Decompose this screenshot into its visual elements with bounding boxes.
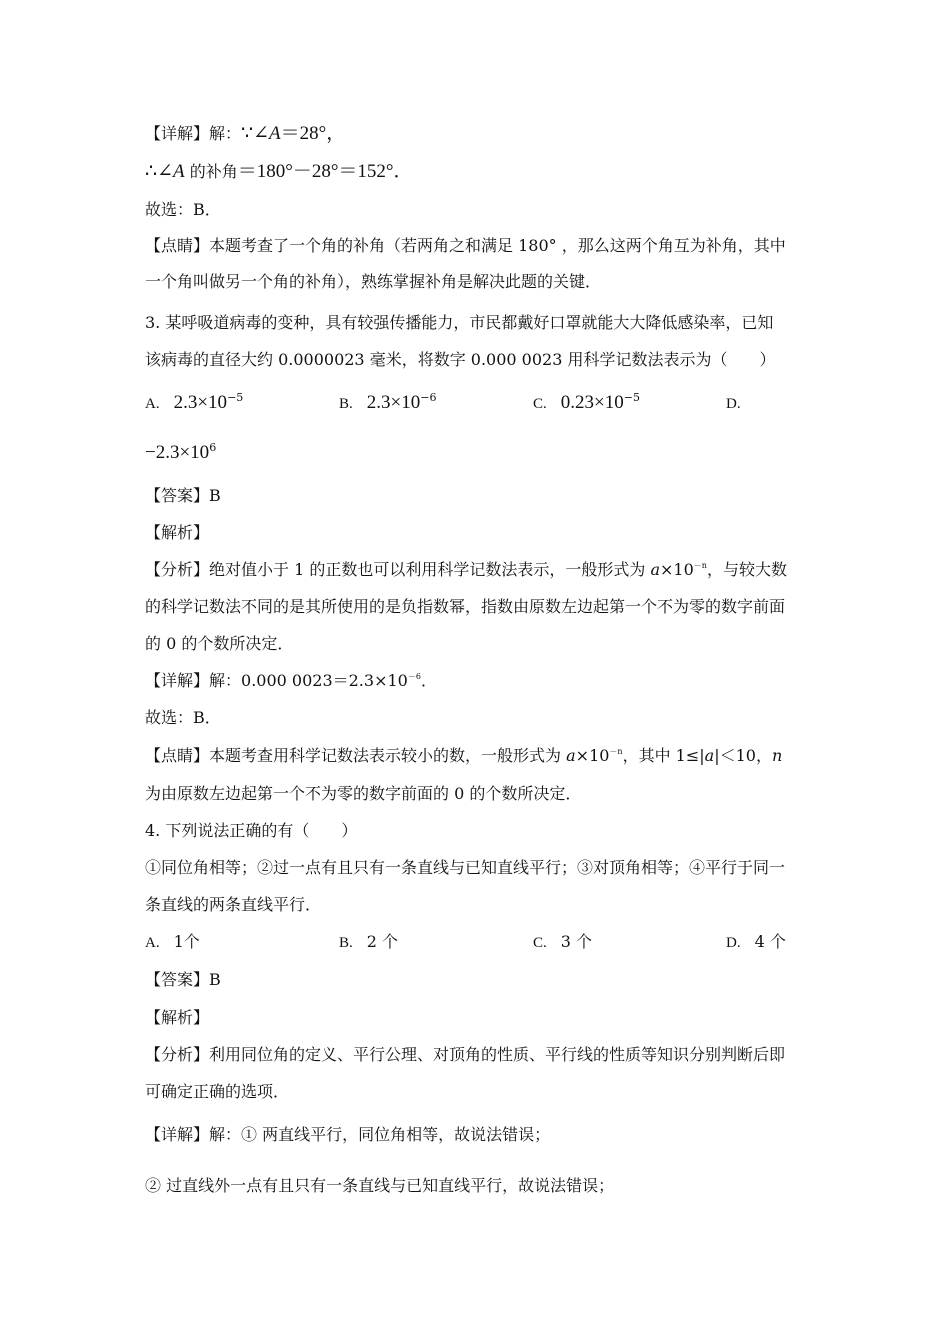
q4-stem-line3: 条直线的两条直线平行．	[145, 895, 322, 914]
q3-option-d-label: D.	[726, 396, 741, 412]
q2-detail-line2: ∴∠A 的补角＝180°－28°＝152°．	[145, 161, 413, 182]
tag-analysis: 【分析】	[145, 560, 210, 579]
q4-option-a: A. 1个	[145, 932, 200, 951]
q2-remark-line1: 【点睛】本题考查了一个角的补角（若两角之和满足 180° ，那么这两个角互为补角，其中	[145, 236, 786, 255]
q3-remark-line2: 为由原数左边起第一个不为零的数字前面的 0 的个数所决定．	[145, 784, 582, 803]
q2-detail-line1: 【详解】解：∵∠A＝28°，	[145, 123, 346, 144]
q3-analysis-head: 【解析】	[145, 523, 210, 542]
tag-remark: 【点睛】	[145, 236, 210, 255]
q3-option-d-value: $-2.3\times 10^6$	[145, 441, 217, 463]
q3-stem-line2: 该病毒的直径大约 0.0000023 毫米，将数字 0.000 0023 用科学记数法表示为（ ）	[145, 350, 776, 369]
q3-detail: 【详解】解：0.000 $0023=2.3\times 10^{-6}$．	[145, 671, 437, 690]
q4-option-b: B. 2 个	[339, 932, 399, 951]
q4-analysis-line2: 可确定正确的选项．	[145, 1082, 290, 1101]
tag-answer: 【答案】	[145, 486, 210, 505]
q2-remark-line2: 一个角叫做另一个角的补角），熟练掌握补角是解决此题的关键．	[145, 272, 602, 291]
q4-detail-line1: 【详解】解：① 两直线平行，同位角相等，故说法错误；	[145, 1125, 551, 1144]
q4-analysis-line1: 【分析】利用同位角的定义、平行公理、对顶角的性质、平行线的性质等知识分别判断后即	[145, 1045, 786, 1064]
q4-stem-line2: ①同位角相等；②过一点有且只有一条直线与已知直线平行；③对顶角相等；④平行于同一	[145, 858, 786, 877]
q4-option-c: C. 3 个	[533, 932, 593, 951]
q2-choose: 故选：B．	[145, 200, 221, 219]
q3-option-b: B. $2.3\times 10^{-6}$	[339, 391, 437, 413]
q3-analysis-line2: 的科学记数法不同的是其所使用的是负指数幂，指数由原数左边起第一个不为零的数字前面	[145, 597, 786, 616]
q4-analysis-head: 【解析】	[145, 1008, 210, 1027]
q3-option-a: A. $2.3\times 10^{-5}$	[145, 391, 244, 413]
q3-analysis-line1: 【分析】绝对值小于 1 的正数也可以利用科学记数法表示，一般形式为 $a\times 10^{-n}$，与较大数	[145, 560, 787, 579]
q4-detail-line2: ② 过直线外一点有且只有一条直线与已知直线平行，故说法错误；	[145, 1176, 615, 1195]
q3-option-c: C. $0.23\times 10^{-5}$	[533, 391, 640, 413]
q3-stem-line1: 3. 某呼吸道病毒的变种，具有较强传播能力，市民都戴好口罩就能大大降低感染率，已知	[145, 313, 774, 332]
q3-remark-line1: 【点睛】本题考查用科学记数法表示较小的数，一般形式为 $a\times 10^{-n}$，其中 1≤|a|＜10，n	[145, 746, 783, 765]
q4-option-d: D. 4 个	[726, 932, 786, 951]
q4-answer: 【答案】B	[145, 970, 221, 989]
q3-analysis-line3: 的 0 的个数所决定．	[145, 634, 294, 653]
q3-choose: 故选：B．	[145, 708, 221, 727]
q4-stem-line1: 4. 下列说法正确的有（ ）	[145, 821, 358, 840]
q3-answer: 【答案】B	[145, 486, 221, 505]
tag-detail: 【详解】	[145, 124, 210, 143]
